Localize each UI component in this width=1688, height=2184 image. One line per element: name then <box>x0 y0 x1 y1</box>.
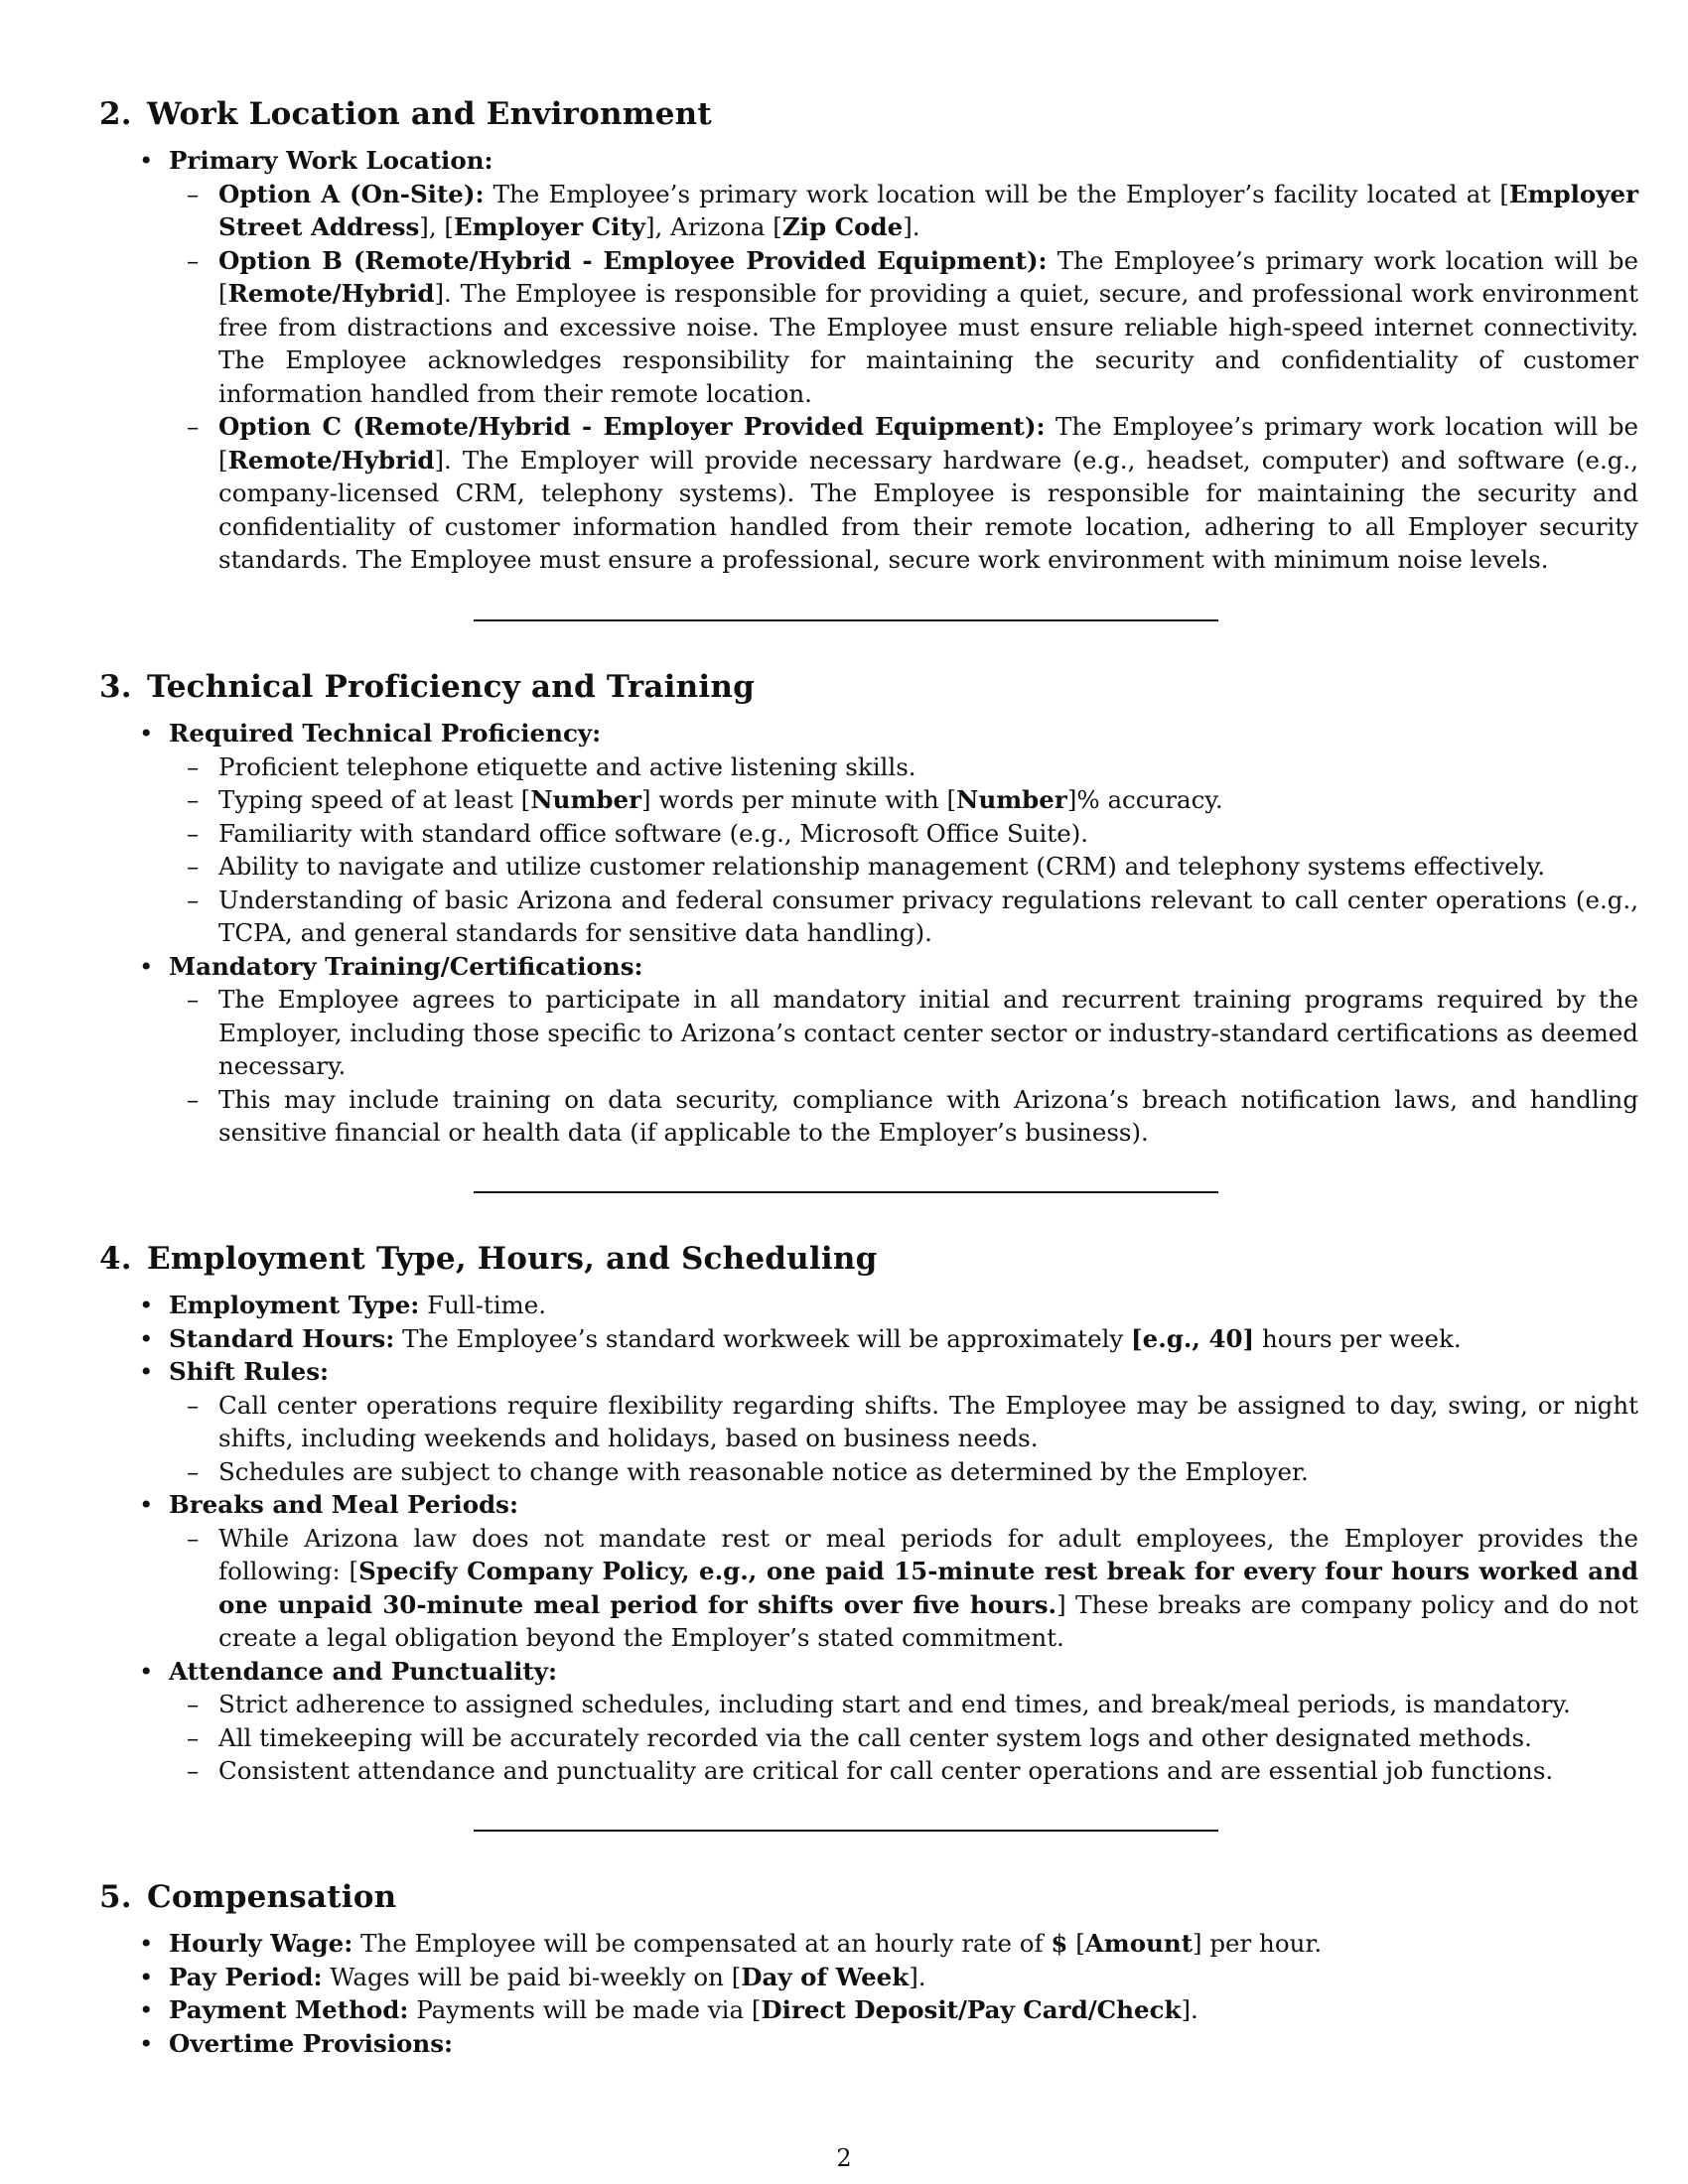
section-heading: 4. Employment Type, Hours, and Scheduling <box>99 1241 878 1277</box>
list-item: • Required Technical Proficiency: – Proficient telephone etiquette and active listening skills. – Typing speed of at least [Number] words per minute with [Number]% accuracy. – Familiarity with standard office software (e.g., Microsoft Office Suite). – Ability to navigate and utilize customer relationship management (CRM) and telephony systems effectively. – Understanding of basic Arizona and federal consumer privacy regulations relevant to call center operations (e.g., TCPA, and general standards for sensitive data handling). <box>99 717 1589 950</box>
option-b-item: – Option B (Remote/Hybrid - Employee Provided Equipment): The Employee’s primary work location will be [Remote/Hybrid]. The Employee is responsible for providing a quiet, secure, and professional work environment free from distractions and excessive noise. The Employee must ensure reliable high-speed internet connectivity. The Employee acknowledges responsibility for maintaining the security and confidentiality of customer information handled from their remote location. <box>159 244 1638 411</box>
sub-list <box>159 1389 1638 1489</box>
sub-list <box>159 1688 1638 1788</box>
section-work-location <box>99 94 1639 577</box>
page-number: 2 <box>836 2144 852 2172</box>
list-item: – Schedules are subject to change with reasonable notice as determined by the Employer. <box>159 1455 1638 1489</box>
section-heading: 5. Compensation <box>99 1879 397 1915</box>
option-a-item: – Option A (On-Site): The Employee’s primary work location will be the Employer’s facility located at [Employer Street Address], [Employer City], Arizona [Zip Code]. <box>159 178 1638 244</box>
list-item: – Strict adherence to assigned schedules, including start and end times, and break/meal periods, is mandatory. <box>159 1688 1638 1721</box>
list-item: – Consistent attendance and punctuality are critical for call center operations and are essential job functions. <box>159 1754 1638 1788</box>
sub-list <box>159 1522 1638 1655</box>
list-item: • Overtime Provisions: <box>99 2027 1589 2061</box>
list-item: – Ability to navigate and utilize customer relationship management (CRM) and telephony systems effectively. <box>159 850 1638 884</box>
bullet-list <box>99 1927 1589 2060</box>
list-item: • Breaks and Meal Periods: – While Arizona law does not mandate rest or meal periods for adult employees, the Employer provides the following: [Specify Company Policy, e.g., one paid 15-minute rest break for every four hours worked and one unpaid 30-minute meal period for shifts over five hours.] These breaks are company policy and do not create a legal obligation beyond the Employer’s stated commitment. <box>99 1488 1589 1655</box>
list-item: – While Arizona law does not mandate rest or meal periods for adult employees, the Employer provides the following: [Specify Company Policy, e.g., one paid 15-minute rest break for every four hours worked and one unpaid 30-minute meal period for shifts over five hours.] These breaks are company policy and do not create a legal obligation beyond the Employer’s stated commitment. <box>159 1522 1638 1655</box>
list-item: – Understanding of basic Arizona and federal consumer privacy regulations relevant to call center operations (e.g., TCPA, and general standards for sensitive data handling). <box>159 884 1638 950</box>
bullet-list <box>99 1289 1639 1788</box>
list-item: • Mandatory Training/Certifications: – The Employee agrees to participate in all mandatory initial and recurrent training programs required by the Employer, including those specific to Arizona’s contact center sector or industry-standard certifications as deemed necessary. – This may include training on data security, compliance with Arizona’s breach notification laws, and handling sensitive financial or health data (if applicable to the Employer’s business). <box>99 950 1589 1150</box>
list-item: – The Employee agrees to participate in all mandatory initial and recurrent training programs required by the Employer, including those specific to Arizona’s contact center sector or industry-standard certifications as deemed necessary. <box>159 983 1638 1083</box>
list-item: – Proficient telephone etiquette and active listening skills. <box>159 751 1638 784</box>
list-item: • Primary Work Location: – Option A (On-Site): The Employee’s primary work location will be the Employer’s facility located at [Employer Street Address], [Employer City], Arizona [Zip Code]. – Option B (Remote/Hybrid - Employee Provided Equipment): The Employee’s primary work location will be [Remote/Hybrid]. The Employee is responsible for providing a quiet, secure, and professional work environment free from distractions and excessive noise. The Employee must ensure reliable high-speed internet connectivity. The Employee acknowledges responsibility for maintaining the security and confidentiality of customer information handled from their remote location. – Option C (Remote/Hybrid - Employer Provided Equipment): The Employee’s primary work location will be [Remote/Hybrid]. The Employer will provide necessary hardware (e.g., headset, computer) and software (e.g., company-licensed CRM, telephony systems). The Employee is responsible for maintaining the security and confidentiality of customer information handled from their remote location, adhering to all Employer security standards. The Employee must ensure a professional, secure work environment with minimum noise levels. <box>99 144 1589 577</box>
list-item: • Payment Method: Payments will be made via [Direct Deposit/Pay Card/Check]. <box>99 1993 1589 2027</box>
list-item: – This may include training on data security, compliance with Arizona’s breach notification laws, and handling sensitive financial or health data (if applicable to the Employer’s business). <box>159 1083 1638 1150</box>
list-item: – All timekeeping will be accurately recorded via the call center system logs and other designated methods. <box>159 1721 1638 1755</box>
sub-list <box>159 983 1638 1150</box>
section-technical-proficiency <box>99 667 1638 1150</box>
bullet-list <box>99 717 1638 1150</box>
option-c-item: – Option C (Remote/Hybrid - Employer Provided Equipment): The Employee’s primary work location will be [Remote/Hybrid]. The Employer will provide necessary hardware (e.g., headset, computer) and software (e.g., company-licensed CRM, telephony systems). The Employee is responsible for maintaining the security and confidentiality of customer information handled from their remote location, adhering to all Employer security standards. The Employee must ensure a professional, secure work environment with minimum noise levels. <box>159 410 1638 577</box>
list-item: • Attendance and Punctuality: – Strict adherence to assigned schedules, including start and end times, and break/meal periods, is mandatory. – All timekeeping will be accurately recorded via the call center system logs and other designated methods. – Consistent attendance and punctuality are critical for call center operations and are essential job functions. <box>99 1655 1589 1788</box>
list-item: – Call center operations require flexibility regarding shifts. The Employee may be assigned to day, swing, or night shifts, including weekends and holidays, based on business needs. <box>159 1389 1638 1455</box>
sub-list <box>159 178 1638 577</box>
list-item: • Pay Period: Wages will be paid bi-weekly on [Day of Week]. <box>99 1961 1589 1994</box>
bullet-list <box>99 144 1639 577</box>
list-item: – Typing speed of at least [Number] words per minute with [Number]% accuracy. <box>159 783 1638 817</box>
list-item: • Standard Hours: The Employee’s standard workweek will be approximately [e.g., 40] hours per week. <box>99 1322 1589 1356</box>
section-heading: 3. Technical Proficiency and Training <box>99 669 755 705</box>
list-item: • Employment Type: Full-time. <box>99 1289 1589 1322</box>
section-divider <box>474 1191 1218 1193</box>
section-employment-type <box>99 1239 1639 1788</box>
list-item: – Familiarity with standard office software (e.g., Microsoft Office Suite). <box>159 817 1638 851</box>
sub-list <box>159 751 1638 950</box>
list-item: • Shift Rules: – Call center operations require flexibility regarding shifts. The Employee may be assigned to day, swing, or night shifts, including weekends and holidays, based on business needs. – Schedules are subject to change with reasonable notice as determined by the Employer. <box>99 1355 1589 1488</box>
list-item: • Hourly Wage: The Employee will be compensated at an hourly rate of $ [Amount] per hour. <box>99 1927 1589 1961</box>
section-divider <box>474 1830 1218 1832</box>
section-compensation <box>99 1877 1589 2060</box>
section-divider <box>474 619 1218 621</box>
section-heading: 2. Work Location and Environment <box>99 96 712 132</box>
